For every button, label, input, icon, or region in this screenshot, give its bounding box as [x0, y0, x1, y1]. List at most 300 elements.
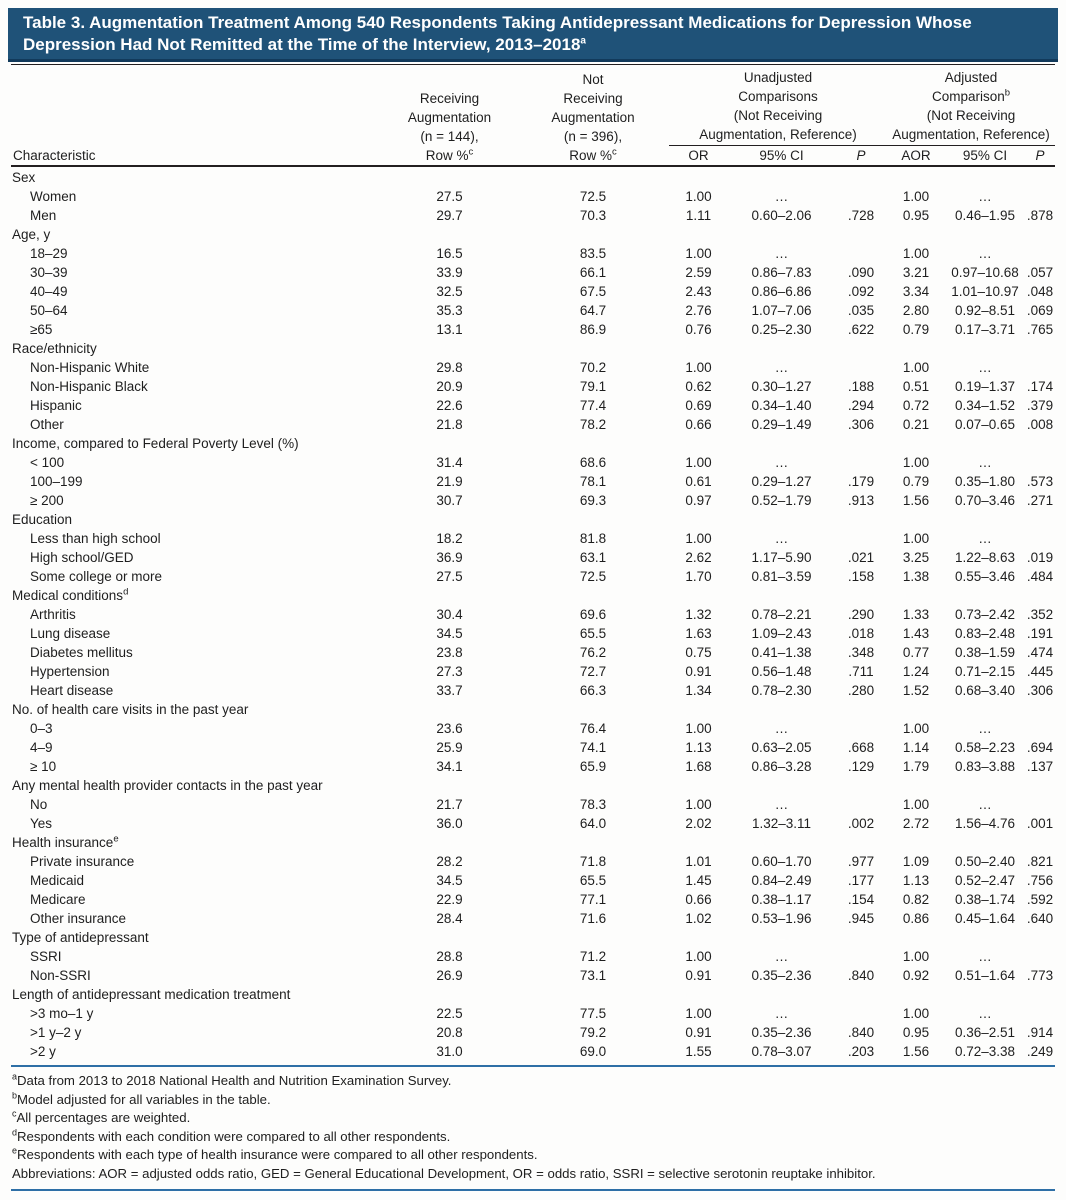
- cell-aor: 0.79: [902, 322, 930, 337]
- cell-unadjusted-p: .280: [847, 683, 875, 698]
- row-label: Diabetes mellitus: [30, 645, 133, 660]
- cell-receiving-pct: 32.5: [436, 284, 463, 299]
- cell-unadjusted-p: .090: [847, 265, 875, 280]
- column-header-unadjusted-p: P: [856, 148, 866, 163]
- cell-unadjusted-ci: 0.78–2.21: [751, 607, 812, 622]
- cell-adjusted-p: .756: [1026, 873, 1054, 888]
- cell-receiving-pct: 21.8: [436, 417, 463, 432]
- header-superscript: b: [1004, 87, 1011, 99]
- table-row: [11, 947, 1055, 966]
- section-row: [11, 985, 1055, 1004]
- cell-unadjusted-p: .306: [847, 417, 875, 432]
- cell-adjusted-p: .640: [1026, 911, 1054, 926]
- cell-unadjusted-p: .840: [847, 968, 875, 983]
- cell-aor: 0.86: [902, 911, 930, 926]
- cell-adjusted-p: .379: [1026, 398, 1054, 413]
- cell-aor: 0.21: [902, 417, 930, 432]
- header-line: Receiving: [419, 91, 480, 106]
- section-superscript: e: [113, 833, 119, 845]
- cell-unadjusted-p: .711: [848, 664, 874, 679]
- cell-receiving-pct: 28.2: [436, 854, 463, 869]
- row-label: 50–64: [30, 303, 68, 318]
- cell-or: 1.01: [685, 854, 712, 869]
- table-row: [11, 187, 1055, 206]
- section-label: Age, y: [12, 227, 51, 242]
- table-row: [11, 890, 1055, 909]
- cell-receiving-pct: 18.2: [436, 531, 463, 546]
- cell-not-receiving-pct: 65.9: [579, 759, 607, 774]
- cell-or: 1.00: [685, 531, 712, 546]
- header-line: Unadjusted: [743, 70, 813, 85]
- row-label: 4–9: [30, 740, 53, 755]
- cell-aor: 0.82: [902, 892, 930, 907]
- cell-aor: 1.14: [902, 740, 930, 755]
- cell-receiving-pct: 22.9: [436, 892, 463, 907]
- header-line: (n = 144),: [420, 129, 479, 144]
- cell-adjusted-ci: 0.19–1.37: [954, 379, 1016, 394]
- cell-unadjusted-p: .294: [847, 398, 875, 413]
- footnote-superscript: d: [12, 1127, 18, 1138]
- cell-adjusted-ci: …: [978, 189, 992, 204]
- header-line: Not: [582, 72, 604, 87]
- cell-unadjusted-p: .203: [847, 1044, 875, 1059]
- table-header: [11, 65, 1055, 167]
- cell-unadjusted-ci: …: [774, 1006, 789, 1021]
- cell-aor: 1.00: [902, 797, 930, 812]
- table-row: [11, 415, 1055, 434]
- cell-aor: 2.80: [902, 303, 930, 318]
- cell-receiving-pct: 36.0: [436, 816, 463, 831]
- cell-adjusted-ci: 0.58–2.23: [954, 740, 1016, 755]
- table-row: [11, 358, 1055, 377]
- cell-receiving-pct: 20.9: [436, 379, 463, 394]
- cell-unadjusted-ci: …: [774, 797, 789, 812]
- section-label: Sex: [12, 170, 36, 185]
- cell-unadjusted-ci: 0.41–1.38: [751, 645, 812, 660]
- table-body: [11, 167, 1055, 1061]
- cell-not-receiving-pct: 71.8: [579, 854, 607, 869]
- cell-adjusted-ci: 0.73–2.42: [954, 607, 1016, 622]
- cell-not-receiving-pct: 65.5: [579, 873, 607, 888]
- cell-not-receiving-pct: 79.2: [579, 1025, 607, 1040]
- cell-aor: 1.09: [902, 854, 930, 869]
- row-label: 100–199: [30, 474, 83, 489]
- row-label: ≥ 10: [30, 759, 57, 774]
- cell-unadjusted-ci: …: [774, 189, 789, 204]
- row-label: 30–39: [30, 265, 68, 280]
- cell-receiving-pct: 27.5: [436, 189, 463, 204]
- cell-receiving-pct: 28.4: [436, 911, 463, 926]
- header-superscript: c: [612, 146, 617, 158]
- table-row: [11, 643, 1055, 662]
- cell-unadjusted-p: .002: [847, 816, 875, 831]
- cell-adjusted-ci: 0.72–3.38: [954, 1044, 1016, 1059]
- cell-unadjusted-p: .179: [847, 474, 875, 489]
- cell-receiving-pct: 20.8: [436, 1025, 463, 1040]
- cell-unadjusted-ci: 0.52–1.79: [751, 493, 812, 508]
- cell-adjusted-ci: 1.01–10.97: [951, 284, 1019, 299]
- cell-adjusted-ci: 0.71–2.15: [954, 664, 1016, 679]
- table-row: [11, 206, 1055, 225]
- cell-adjusted-ci: 0.07–0.65: [954, 417, 1016, 432]
- row-label: Hispanic: [30, 398, 82, 413]
- cell-adjusted-ci: …: [978, 797, 992, 812]
- footnote: $^d$Respondents with each condition were compared to all other respondents.: [12, 1127, 451, 1144]
- cell-not-receiving-pct: 77.1: [579, 892, 607, 907]
- section-row: [11, 833, 1055, 852]
- column-header-unadjusted-ci: 95% CI: [759, 148, 804, 163]
- cell-not-receiving-pct: 67.5: [579, 284, 607, 299]
- cell-receiving-pct: 30.7: [436, 493, 463, 508]
- row-label: Medicaid: [30, 873, 85, 888]
- section-row: [11, 225, 1055, 244]
- footnote-superscript: e: [12, 1145, 18, 1156]
- table-row: [11, 1023, 1055, 1042]
- footnote-superscript: c: [12, 1108, 17, 1119]
- cell-unadjusted-p: .728: [847, 208, 875, 223]
- cell-receiving-pct: 31.4: [436, 455, 463, 470]
- cell-aor: 0.92: [902, 968, 930, 983]
- cell-receiving-pct: 33.9: [436, 265, 463, 280]
- column-header-aor: AOR: [901, 148, 931, 163]
- cell-not-receiving-pct: 72.7: [579, 664, 607, 679]
- row-label: Other: [30, 417, 64, 432]
- cell-adjusted-p: .008: [1026, 417, 1054, 432]
- table-row: [11, 1042, 1055, 1061]
- cell-receiving-pct: 34.5: [436, 873, 463, 888]
- row-label: High school/GED: [30, 550, 134, 565]
- footnote: $^a$Data from 2013 to 2018 National Health and Nutrition Examination Survey.: [12, 1071, 452, 1088]
- subheader-row-adjusted: [887, 146, 1055, 165]
- cell-not-receiving-pct: 70.3: [579, 208, 607, 223]
- cell-or: 0.91: [685, 968, 712, 983]
- cell-not-receiving-pct: 72.5: [579, 569, 607, 584]
- footnote: $^c$All percentages are weighted.: [12, 1108, 191, 1125]
- cell-adjusted-ci: 0.35–1.80: [954, 474, 1016, 489]
- section-label: Length of antidepressant medication treatment: [12, 987, 291, 1002]
- footnote: $^e$Respondents with each type of health insurance were compared to all other respondents.: [12, 1145, 538, 1162]
- cell-aor: 1.00: [902, 360, 930, 375]
- row-label: No: [30, 797, 48, 812]
- cell-unadjusted-ci: 0.60–2.06: [751, 208, 812, 223]
- cell-adjusted-ci: 0.51–1.64: [954, 968, 1016, 983]
- cell-adjusted-p: [1025, 244, 1055, 263]
- cell-adjusted-p: .352: [1026, 607, 1054, 622]
- cell-or: 2.02: [685, 816, 712, 831]
- row-label: ≥65: [30, 322, 53, 337]
- cell-adjusted-p: .694: [1026, 740, 1054, 755]
- cell-unadjusted-ci: 0.56–1.48: [751, 664, 812, 679]
- row-label: Women: [30, 189, 77, 204]
- table-row: [11, 396, 1055, 415]
- cell-adjusted-p: .249: [1026, 1044, 1054, 1059]
- section-row: [11, 168, 1055, 187]
- table-row: [11, 757, 1055, 776]
- section-row: [11, 434, 1055, 453]
- cell-aor: 1.00: [902, 246, 930, 261]
- cell-aor: 0.79: [902, 474, 930, 489]
- table-row: [11, 377, 1055, 396]
- section-row: [11, 586, 1055, 605]
- section-row: [11, 700, 1055, 719]
- header-line: (n = 396),: [563, 129, 623, 144]
- section-label: Health insurance: [12, 835, 114, 850]
- cell-not-receiving-pct: 69.0: [579, 1044, 607, 1059]
- header-line: Augmentation, Reference): [892, 127, 1050, 142]
- footnote-superscript: b: [12, 1090, 18, 1101]
- header-line: Adjusted: [944, 70, 998, 85]
- table-row: [11, 453, 1055, 472]
- cell-adjusted-ci: 0.50–2.40: [954, 854, 1016, 869]
- cell-adjusted-ci: 0.68–3.40: [954, 683, 1016, 698]
- cell-not-receiving-pct: 74.1: [579, 740, 607, 755]
- cell-receiving-pct: 22.5: [436, 1006, 463, 1021]
- cell-unadjusted-p: .129: [847, 759, 875, 774]
- cell-or: 1.00: [685, 455, 712, 470]
- footnote: $^b$Model adjusted for all variables in the table.: [12, 1090, 271, 1107]
- cell-receiving-pct: 28.8: [436, 949, 463, 964]
- row-label: SSRI: [30, 949, 62, 964]
- cell-unadjusted-ci: …: [774, 949, 789, 964]
- cell-not-receiving-pct: 77.4: [579, 398, 607, 413]
- header-line: Augmentation: [551, 110, 635, 125]
- header-line: (Not Receiving: [926, 108, 1016, 123]
- cell-unadjusted-ci: 0.63–2.05: [751, 740, 812, 755]
- cell-adjusted-ci: 0.55–3.46: [954, 569, 1016, 584]
- cell-not-receiving-pct: 86.9: [579, 322, 607, 337]
- cell-not-receiving-pct: 63.1: [579, 550, 607, 565]
- cell-unadjusted-ci: 0.78–2.30: [751, 683, 812, 698]
- cell-not-receiving-pct: 64.7: [579, 303, 607, 318]
- row-label: Yes: [30, 816, 53, 831]
- cell-adjusted-ci: …: [978, 360, 992, 375]
- footnotes-block: [11, 1065, 1055, 1191]
- cell-unadjusted-p: .290: [847, 607, 875, 622]
- cell-adjusted-p: .001: [1026, 816, 1054, 831]
- cell-adjusted-p: .137: [1026, 759, 1054, 774]
- cell-unadjusted-p: [835, 947, 887, 966]
- cell-or: 0.97: [685, 493, 712, 508]
- row-label: Hypertension: [30, 664, 110, 679]
- cell-aor: 1.00: [902, 721, 930, 736]
- section-row: [11, 776, 1055, 795]
- section-label: Income, compared to Federal Poverty Level (%): [12, 436, 299, 451]
- cell-or: 0.69: [685, 398, 712, 413]
- cell-not-receiving-pct: 69.3: [579, 493, 607, 508]
- cell-not-receiving-pct: 73.1: [579, 968, 607, 983]
- cell-unadjusted-ci: 1.09–2.43: [751, 626, 812, 641]
- row-label: Other insurance: [30, 911, 127, 926]
- cell-unadjusted-p: .021: [847, 550, 875, 565]
- cell-or: 1.11: [685, 208, 712, 223]
- cell-adjusted-ci: 0.36–2.51: [954, 1025, 1016, 1040]
- cell-adjusted-p: .057: [1026, 265, 1054, 280]
- cell-receiving-pct: 16.5: [436, 246, 463, 261]
- row-label: Private insurance: [30, 854, 135, 869]
- row-label: 18–29: [30, 246, 68, 261]
- section-label: Type of antidepressant: [12, 930, 149, 945]
- cell-receiving-pct: 34.5: [436, 626, 463, 641]
- column-group-unadjusted-comparisons: [669, 68, 887, 165]
- cell-unadjusted-p: [835, 1004, 887, 1023]
- cell-or: 2.43: [685, 284, 712, 299]
- cell-unadjusted-p: .668: [847, 740, 875, 755]
- header-line: Augmentation: [407, 110, 492, 125]
- cell-unadjusted-ci: 0.84–2.49: [751, 873, 812, 888]
- table-row: [11, 795, 1055, 814]
- cell-aor: 2.72: [902, 816, 930, 831]
- cell-receiving-pct: 21.7: [436, 797, 463, 812]
- header-line: (Not Receiving: [733, 108, 823, 123]
- cell-unadjusted-ci: 0.86–6.86: [751, 284, 812, 299]
- cell-or: 1.00: [685, 189, 712, 204]
- table-row: [11, 282, 1055, 301]
- table-row: [11, 548, 1055, 567]
- table-row: [11, 605, 1055, 624]
- cell-unadjusted-p: [835, 358, 887, 377]
- section-label: Race/ethnicity: [12, 341, 97, 356]
- cell-aor: 1.52: [902, 683, 930, 698]
- row-label: 0–3: [30, 721, 53, 736]
- cell-unadjusted-ci: …: [774, 531, 789, 546]
- section-label: Any mental health provider contacts in the past year: [12, 778, 323, 793]
- footnote: Abbreviations: AOR = adjusted odds ratio, GED = General Educational Development, OR = odds ratio, SSRI = selective serotonin reuptake inhibitor.: [12, 1165, 876, 1181]
- cell-adjusted-ci: …: [978, 949, 992, 964]
- cell-unadjusted-ci: 0.30–1.27: [751, 379, 812, 394]
- section-label: No. of health care visits in the past year: [12, 702, 249, 717]
- cell-not-receiving-pct: 83.5: [579, 246, 607, 261]
- cell-receiving-pct: 31.0: [436, 1044, 463, 1059]
- cell-adjusted-p: .174: [1026, 379, 1054, 394]
- cell-unadjusted-p: .840: [847, 1025, 875, 1040]
- cell-unadjusted-p: .348: [847, 645, 875, 660]
- header-line: Augmentation, Reference): [699, 127, 857, 142]
- cell-adjusted-p: .306: [1026, 683, 1054, 698]
- cell-unadjusted-ci: 1.07–7.06: [751, 303, 812, 318]
- cell-aor: 1.43: [902, 626, 930, 641]
- cell-unadjusted-p: .035: [847, 303, 875, 318]
- header-superscript: c: [468, 146, 474, 158]
- row-label: Men: [30, 208, 57, 223]
- table: [11, 64, 1055, 1061]
- cell-not-receiving-pct: 71.2: [579, 949, 607, 964]
- table-row: [11, 719, 1055, 738]
- cell-or: 1.70: [685, 569, 712, 584]
- cell-unadjusted-p: [835, 719, 887, 738]
- cell-not-receiving-pct: 71.6: [579, 911, 607, 926]
- table-row: [11, 567, 1055, 586]
- cell-not-receiving-pct: 79.1: [579, 379, 607, 394]
- cell-adjusted-p: [1025, 947, 1055, 966]
- cell-unadjusted-ci: …: [774, 455, 789, 470]
- cell-unadjusted-ci: 1.17–5.90: [751, 550, 812, 565]
- column-header-characteristic: [11, 146, 382, 165]
- section-row: [11, 510, 1055, 529]
- cell-not-receiving-pct: 81.8: [579, 531, 607, 546]
- cell-adjusted-p: .484: [1026, 569, 1054, 584]
- cell-aor: 1.00: [902, 455, 930, 470]
- cell-not-receiving-pct: 78.1: [579, 474, 607, 489]
- table-row: [11, 472, 1055, 491]
- cell-or: 1.63: [685, 626, 712, 641]
- cell-or: 0.62: [685, 379, 712, 394]
- cell-or: 1.00: [685, 949, 712, 964]
- table-row: [11, 301, 1055, 320]
- cell-unadjusted-ci: …: [774, 246, 789, 261]
- cell-receiving-pct: 27.5: [436, 569, 463, 584]
- cell-unadjusted-ci: …: [774, 360, 789, 375]
- cell-adjusted-ci: 0.83–3.88: [954, 759, 1016, 774]
- row-label: Heart disease: [30, 683, 114, 698]
- cell-unadjusted-p: .154: [847, 892, 875, 907]
- cell-adjusted-p: [1025, 1004, 1055, 1023]
- row-label: < 100: [30, 455, 65, 470]
- cell-unadjusted-ci: 0.25–2.30: [751, 322, 812, 337]
- table-title: Table 3. Augmentation Treatment Among 540 Respondents Taking Antidepressant Medications for Depression Whose Depression Had Not Remitted at the Time of the Interview, 2013–2018: [23, 13, 972, 54]
- cell-unadjusted-p: .622: [847, 322, 875, 337]
- cell-receiving-pct: 25.9: [436, 740, 463, 755]
- cell-aor: 3.34: [902, 284, 930, 299]
- header-line: Row %$^c$: [569, 146, 617, 163]
- cell-unadjusted-ci: 0.29–1.27: [751, 474, 812, 489]
- table-row: [11, 871, 1055, 890]
- section-label: Education: [12, 512, 73, 527]
- cell-receiving-pct: 13.1: [436, 322, 463, 337]
- cell-adjusted-p: [1025, 529, 1055, 548]
- cell-aor: 1.00: [902, 531, 930, 546]
- cell-adjusted-p: .765: [1026, 322, 1054, 337]
- row-label: Medicare: [30, 892, 86, 907]
- cell-aor: 3.25: [902, 550, 930, 565]
- cell-not-receiving-pct: 78.2: [579, 417, 607, 432]
- cell-or: 2.59: [685, 265, 712, 280]
- cell-unadjusted-ci: 0.53–1.96: [751, 911, 812, 926]
- cell-unadjusted-p: [835, 795, 887, 814]
- section-label: Medical conditions: [12, 588, 124, 603]
- cell-or: 1.32: [685, 607, 712, 622]
- cell-adjusted-p: .821: [1026, 854, 1054, 869]
- header-line: Comparisons: [738, 89, 818, 104]
- cell-receiving-pct: 23.6: [436, 721, 463, 736]
- cell-unadjusted-p: .945: [847, 911, 875, 926]
- cell-unadjusted-ci: 0.78–3.07: [751, 1044, 812, 1059]
- cell-unadjusted-ci: 0.35–2.36: [751, 1025, 812, 1040]
- cell-adjusted-ci: 0.70–3.46: [954, 493, 1016, 508]
- cell-unadjusted-ci: 0.34–1.40: [751, 398, 812, 413]
- cell-unadjusted-ci: 0.86–7.83: [751, 265, 812, 280]
- row-label: Non-Hispanic White: [30, 360, 150, 375]
- cell-not-receiving-pct: 70.2: [579, 360, 607, 375]
- table-row: [11, 681, 1055, 700]
- column-header-or: OR: [688, 148, 709, 163]
- cell-unadjusted-p: .913: [847, 493, 875, 508]
- cell-receiving-pct: 30.4: [436, 607, 463, 622]
- cell-or: 1.00: [685, 721, 712, 736]
- table-row: [11, 529, 1055, 548]
- column-header-receiving-augmentation: [382, 89, 517, 165]
- table-row: [11, 1004, 1055, 1023]
- cell-adjusted-ci: 0.92–8.51: [954, 303, 1016, 318]
- cell-aor: 1.33: [902, 607, 930, 622]
- cell-or: 2.76: [685, 303, 712, 318]
- cell-adjusted-ci: …: [978, 246, 992, 261]
- group-title-adjusted: [887, 68, 1055, 144]
- cell-or: 0.66: [685, 892, 712, 907]
- cell-receiving-pct: 35.3: [436, 303, 463, 318]
- row-label: >3 mo–1 y: [30, 1006, 94, 1021]
- cell-unadjusted-ci: 0.60–1.70: [751, 854, 812, 869]
- section-row: [11, 928, 1055, 947]
